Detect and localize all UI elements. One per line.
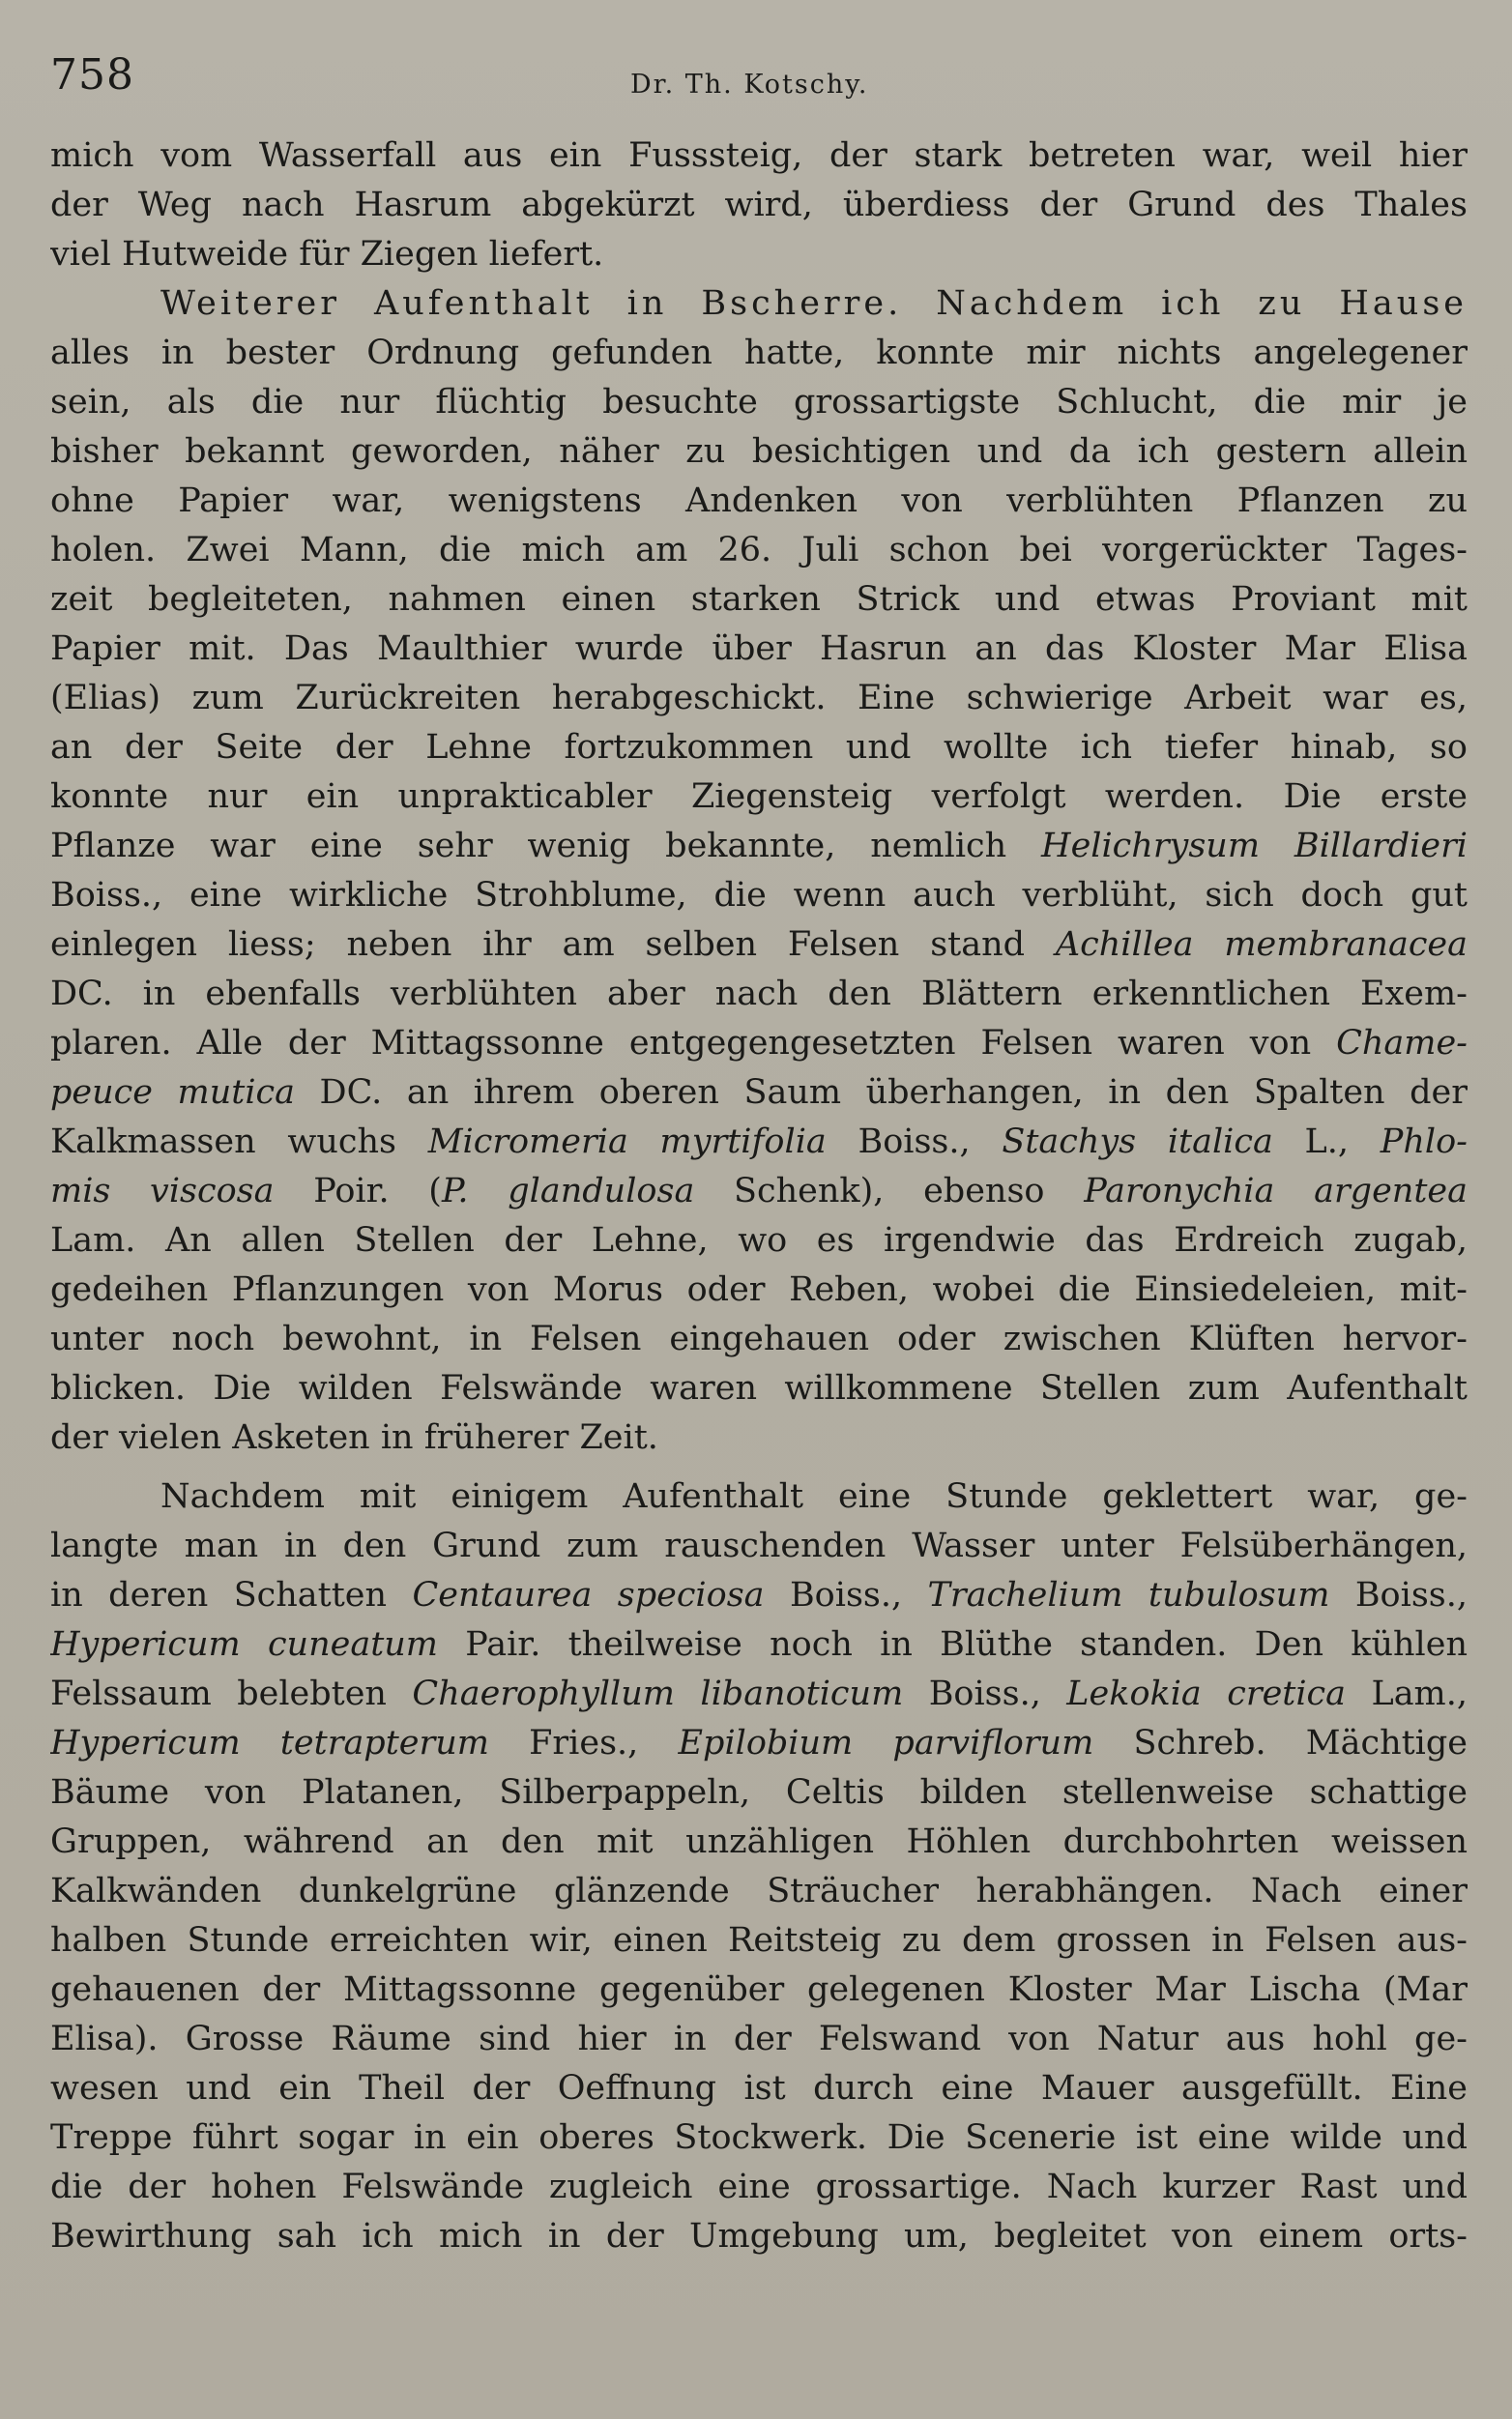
text-line: Lam. An allen Stellen der Lehne, wo es irgendwie das Erdreich zugab, — [50, 1221, 1468, 1260]
text-line: unter noch bewohnt, in Felsen eingehauen oder zwischen Klüften hervor- — [50, 1320, 1468, 1358]
text-line: konnte nur ein unprakticabler Ziegensteig verfolgt werden. Die erste — [50, 777, 1468, 816]
text-line: alles in bester Ordnung gefunden hatte, konnte mir nichts angelegener — [50, 334, 1468, 372]
text-line: mich vom Wasserfall aus ein Fusssteig, der stark betreten war, weil hier — [50, 136, 1468, 175]
text-line: Hypericum tetrapterum Fries., Epilobium parviflorum Schreb. Mächtige — [50, 1724, 1468, 1763]
text-line: wesen und ein Theil der Oeffnung ist durch eine Mauer ausgefüllt. Eine — [50, 2069, 1468, 2108]
text-line: der vielen Asketen in früherer Zeit. — [50, 1418, 658, 1457]
text-line: Elisa). Grosse Räume sind hier in der Felswand von Natur aus hohl ge- — [50, 2020, 1468, 2058]
text-line: sein, als die nur flüchtig besuchte grossartigste Schlucht, die mir je — [50, 383, 1468, 422]
text-line: der Weg nach Hasrum abgekürzt wird, überdiess der Grund des Thales — [50, 186, 1468, 224]
text-line: ohne Papier war, wenigstens Andenken von verblühten Pflanzen zu — [50, 481, 1468, 520]
text-line: Treppe führt sogar in ein oberes Stockwerk. Die Scenerie ist eine wilde und — [50, 2118, 1468, 2157]
text-line: halben Stunde erreichten wir, einen Reitsteig zu dem grossen in Felsen aus- — [50, 1921, 1468, 1960]
page-header — [50, 50, 1462, 108]
text-line: die der hohen Felswände zugleich eine grossartige. Nach kurzer Rast und — [50, 2168, 1468, 2206]
body-text — [50, 131, 1468, 2261]
text-line: bisher bekannt geworden, näher zu besichtigen und da ich gestern allein — [50, 432, 1468, 471]
text-line: Nachdem mit einigem Aufenthalt eine Stunde geklettert war, ge- — [160, 1477, 1468, 1516]
text-line: DC. in ebenfalls verblühten aber nach den Blättern erkenntlichen Exem- — [50, 975, 1468, 1013]
text-line: Papier mit. Das Maulthier wurde über Hasrun an das Kloster Mar Elisa — [50, 629, 1468, 668]
text-line: Kalkmassen wuchs Micromeria myrtifolia Boiss., Stachys italica L., Phlo- — [50, 1122, 1468, 1161]
running-head: Dr. Th. Kotschy. — [630, 70, 869, 100]
text-line: Boiss., eine wirkliche Strohblume, die wenn auch verblüht, sich doch gut — [50, 876, 1468, 915]
text-line: mis viscosa Poir. (P. glandulosa Schenk), ebenso Paronychia argentea — [50, 1172, 1468, 1210]
text-line: Weiterer Aufenthalt in Bscherre. Nachdem ich zu Hause — [160, 284, 1468, 323]
text-line: peuce mutica DC. an ihrem oberen Saum überhangen, in den Spalten der — [50, 1073, 1468, 1112]
text-line: Gruppen, während an den mit unzähligen Höhlen durchbohrten weissen — [50, 1822, 1468, 1861]
text-line: (Elias) zum Zurückreiten herabgeschickt. Eine schwierige Arbeit war es, — [50, 679, 1468, 717]
text-line: gedeihen Pflanzungen von Morus oder Reben, wobei die Einsiedeleien, mit- — [50, 1270, 1468, 1309]
text-line: gehauenen der Mittagssonne gegenüber gelegenen Kloster Mar Lischa (Mar — [50, 1970, 1468, 2009]
text-line: Hypericum cuneatum Pair. theilweise noch in Blüthe standen. Den kühlen — [50, 1625, 1468, 1664]
text-line: Felssaum belebten Chaerophyllum libanoticum Boiss., Lekokia cretica Lam., — [50, 1675, 1468, 1713]
text-line: an der Seite der Lehne fortzukommen und wollte ich tiefer hinab, so — [50, 728, 1468, 767]
text-line: Pflanze war eine sehr wenig bekannte, nemlich Helichrysum Billardieri — [50, 827, 1468, 865]
text-line: Kalkwänden dunkelgrüne glänzende Sträucher herabhängen. Nach einer — [50, 1872, 1468, 1910]
text-line: viel Hutweide für Ziegen liefert. — [50, 235, 604, 274]
text-line: Bäume von Platanen, Silberpappeln, Celtis bilden stellenweise schattige — [50, 1773, 1468, 1812]
page-number: 758 — [50, 50, 134, 100]
text-line: holen. Zwei Mann, die mich am 26. Juli schon bei vorgerückter Tages- — [50, 531, 1468, 569]
text-line: Bewirthung sah ich mich in der Umgebung um, begleitet von einem orts- — [50, 2217, 1468, 2256]
text-line: einlegen liess; neben ihr am selben Felsen stand Achillea membranacea — [50, 925, 1468, 964]
text-line: zeit begleiteten, nahmen einen starken Strick und etwas Proviant mit — [50, 580, 1468, 619]
text-line: blicken. Die wilden Felswände waren willkommene Stellen zum Aufenthalt — [50, 1369, 1468, 1408]
text-line: langte man in den Grund zum rauschenden Wasser unter Felsüberhängen, — [50, 1527, 1468, 1565]
text-line: plaren. Alle der Mittagssonne entgegengesetzten Felsen waren von Chame- — [50, 1024, 1468, 1063]
text-line: in deren Schatten Centaurea speciosa Boiss., Trachelium tubulosum Boiss., — [50, 1576, 1468, 1615]
